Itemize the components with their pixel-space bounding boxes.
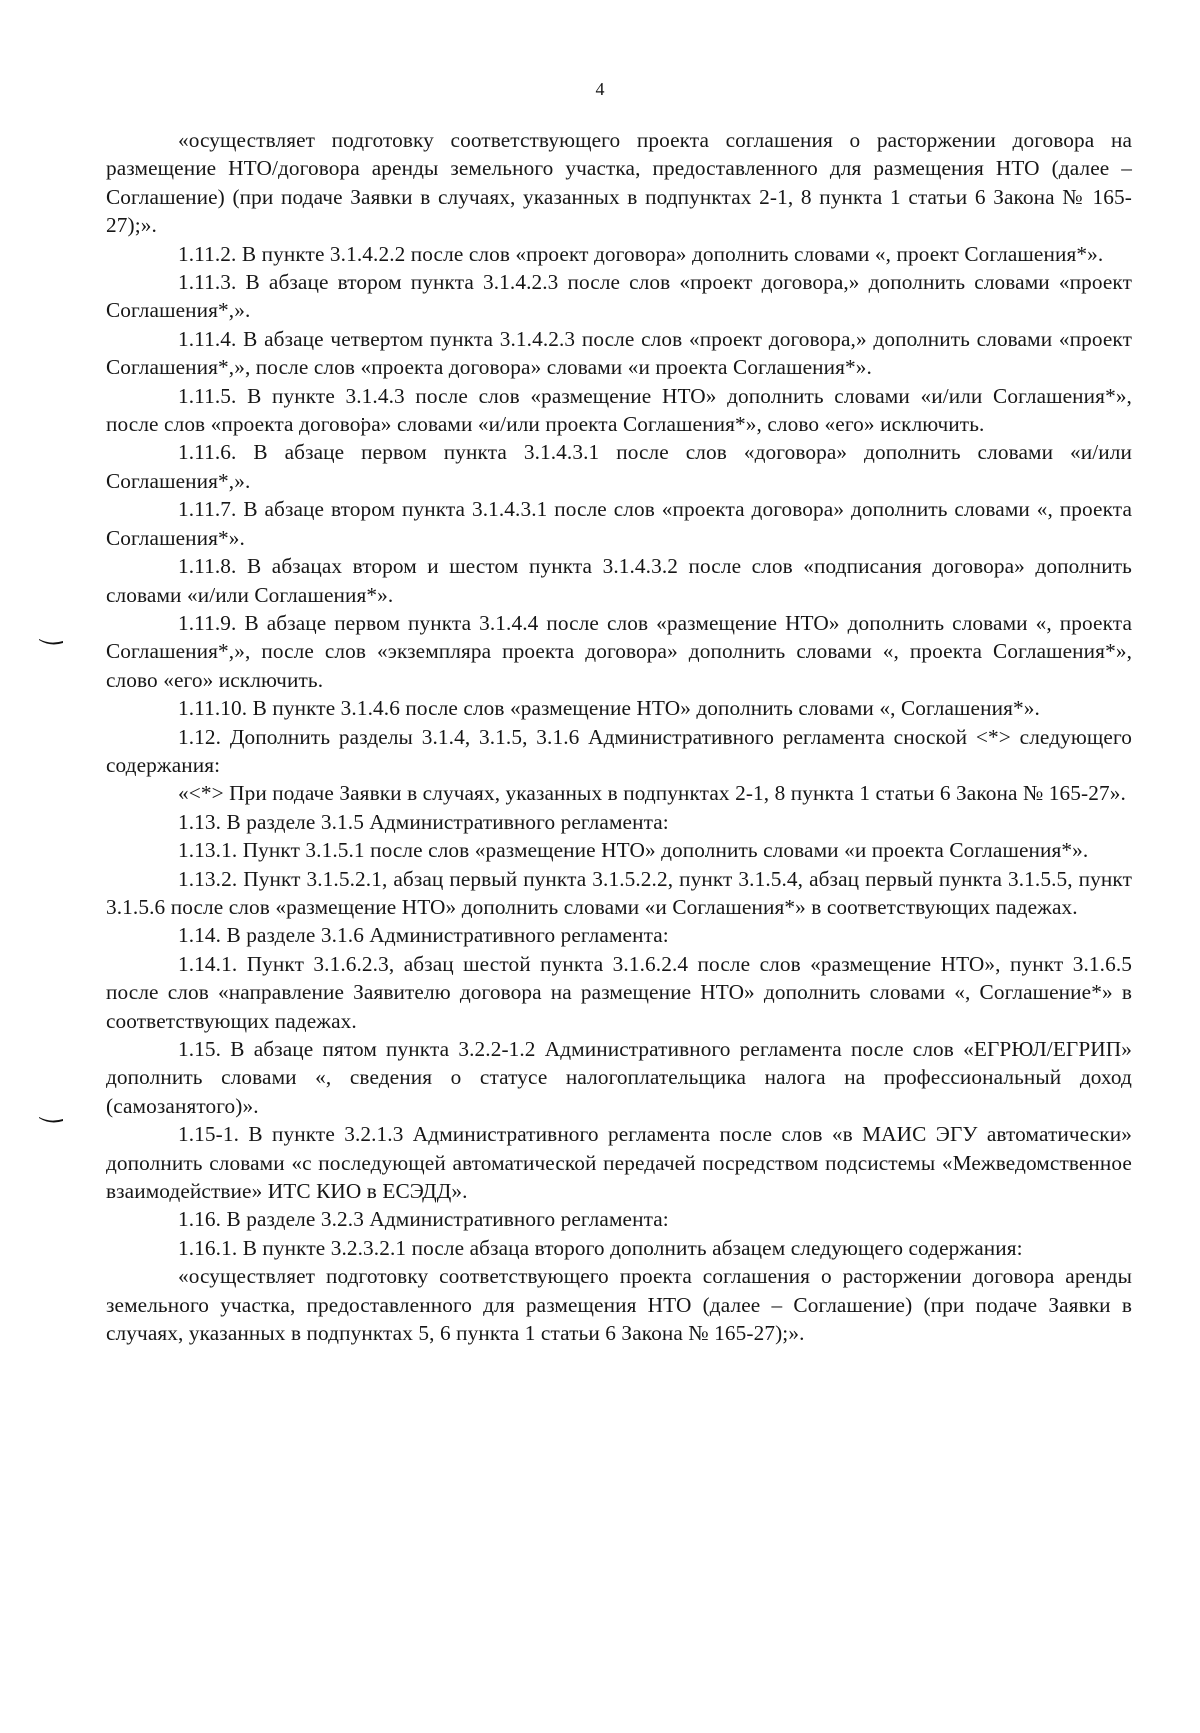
paragraph: 1.16.1. В пункте 3.2.3.2.1 после абзаца второго дополнить абзацем следующего содержания: bbox=[178, 1235, 1023, 1260]
paragraph: 1.11.10. В пункте 3.1.4.6 после слов «размещение НТО» дополнить словами «, Соглашения*». bbox=[178, 696, 1040, 721]
paragraph: 1.11.2. В пункте 3.1.4.2.2 после слов «проект договора» дополнить словами «, проект Соглашения*». bbox=[178, 241, 1104, 266]
paragraph: 1.11.7. В абзаце втором пункта 3.1.4.3.1 после слов «проекта договора» дополнить словами «, проекта Соглашения*». bbox=[106, 497, 1132, 550]
paragraph: «<*> При подаче Заявки в случаях, указанных в подпунктах 2-1, 8 пункта 1 статьи 6 Закона № 165-27». bbox=[178, 781, 1126, 806]
paragraph: 1.11.4. В абзаце четвертом пункта 3.1.4.2.3 после слов «проект договора,» дополнить словами «проект Соглашения*,», после слов «проекта договора» словами «и проекта Соглашения*». bbox=[106, 326, 1132, 380]
margin-scan-mark bbox=[38, 1116, 64, 1124]
paragraph: 1.16. В разделе 3.2.3 Административного регламента: bbox=[178, 1207, 669, 1232]
paragraph: 1.14. В разделе 3.1.6 Административного регламента: bbox=[178, 923, 669, 948]
paragraph: 1.13.2. Пункт 3.1.5.2.1, абзац первый пункта 3.1.5.2.2, пункт 3.1.5.4, абзац первый пункта 3.1.5.5, пункт 3.1.5.6 после слов «размещение НТО» дополнить словами «и Соглашения*» в соответствующих падежах. bbox=[106, 866, 1132, 919]
margin-scan-mark bbox=[38, 638, 64, 646]
paragraph: 1.11.9. В абзаце первом пункта 3.1.4.4 после слов «размещение НТО» дополнить словами «, проекта Соглашения*,», после слов «экземпляра проекта договора» дополнить словами «, проекта Соглашения*», слово «его» исключить. bbox=[106, 610, 1132, 692]
paragraph: 1.11.3. В абзаце втором пункта 3.1.4.2.3 после слов «проект договора,» дополнить словами «проект Соглашения*,». bbox=[106, 270, 1132, 323]
paragraph: 1.13.1. Пункт 3.1.5.1 после слов «размещение НТО» дополнить словами «и проекта Соглашения*». bbox=[178, 838, 1089, 863]
paragraph: 1.14.1. Пункт 3.1.6.2.3, абзац шестой пункта 3.1.6.2.4 после слов «размещение НТО», пункт 3.1.6.5 после слов «направление Заявителю договора на размещение НТО» дополнить словами «, Соглашение*» в соответствующих падежах. bbox=[106, 951, 1132, 1033]
document-body bbox=[106, 126, 1132, 1347]
page-number: 4 bbox=[595, 79, 605, 99]
paragraph: 1.13. В разделе 3.1.5 Административного регламента: bbox=[178, 809, 669, 834]
paragraph: 1.15. В абзаце пятом пункта 3.2.2-1.2 Административного регламента после слов «ЕГРЮЛ/ЕГРИП» дополнить словами «, сведения о статусе налогоплательщика налога на профессиональный доход (самозанятого)». bbox=[106, 1037, 1132, 1118]
paragraph: «осуществляет подготовку соответствующего проекта соглашения о расторжении договора аренды земельного участка, предоставленного для размещения НТО (далее – Соглашение) (при подаче Заявки в случаях, указанных в подпунктах 5, 6 пункта 1 статьи 6 Закона № 165-27);». bbox=[106, 1264, 1132, 1346]
paragraph: 1.12. Дополнить разделы 3.1.4, 3.1.5, 3.1.6 Административного регламента сноской <*> следующего содержания: bbox=[106, 724, 1132, 777]
paragraph: 1.15-1. В пункте 3.2.1.3 Административного регламента после слов «в МАИС ЭГУ автоматически» дополнить словами «с последующей автоматической передачей посредством подсистемы «Межведомственное взаимодействие» ИТС КИО в ЕСЭДД». bbox=[106, 1122, 1132, 1204]
paragraph: 1.11.8. В абзацах втором и шестом пункта 3.1.4.3.2 после слов «подписания договора» дополнить словами «и/или Соглашения*». bbox=[106, 554, 1132, 607]
paragraph: «осуществляет подготовку соответствующего проекта соглашения о расторжении договора на размещение НТО/договора аренды земельного участка, предоставленного для размещения НТО (далее – Соглашение) (при подаче Заявки в случаях, указанных в подпунктах 2-1, 8 пункта 1 статьи 6 Закона № 165-27);». bbox=[106, 128, 1132, 238]
paragraph: 1.11.5. В пункте 3.1.4.3 после слов «размещение НТО» дополнить словами «и/или Соглашения*», после слов «проекта договора» словами «и/или проекта Соглашения*», слово «его» исключить. bbox=[106, 383, 1132, 437]
paragraph: 1.11.6. В абзаце первом пункта 3.1.4.3.1 после слов «договора» дополнить словами «и/или Соглашения*,». bbox=[106, 440, 1132, 493]
